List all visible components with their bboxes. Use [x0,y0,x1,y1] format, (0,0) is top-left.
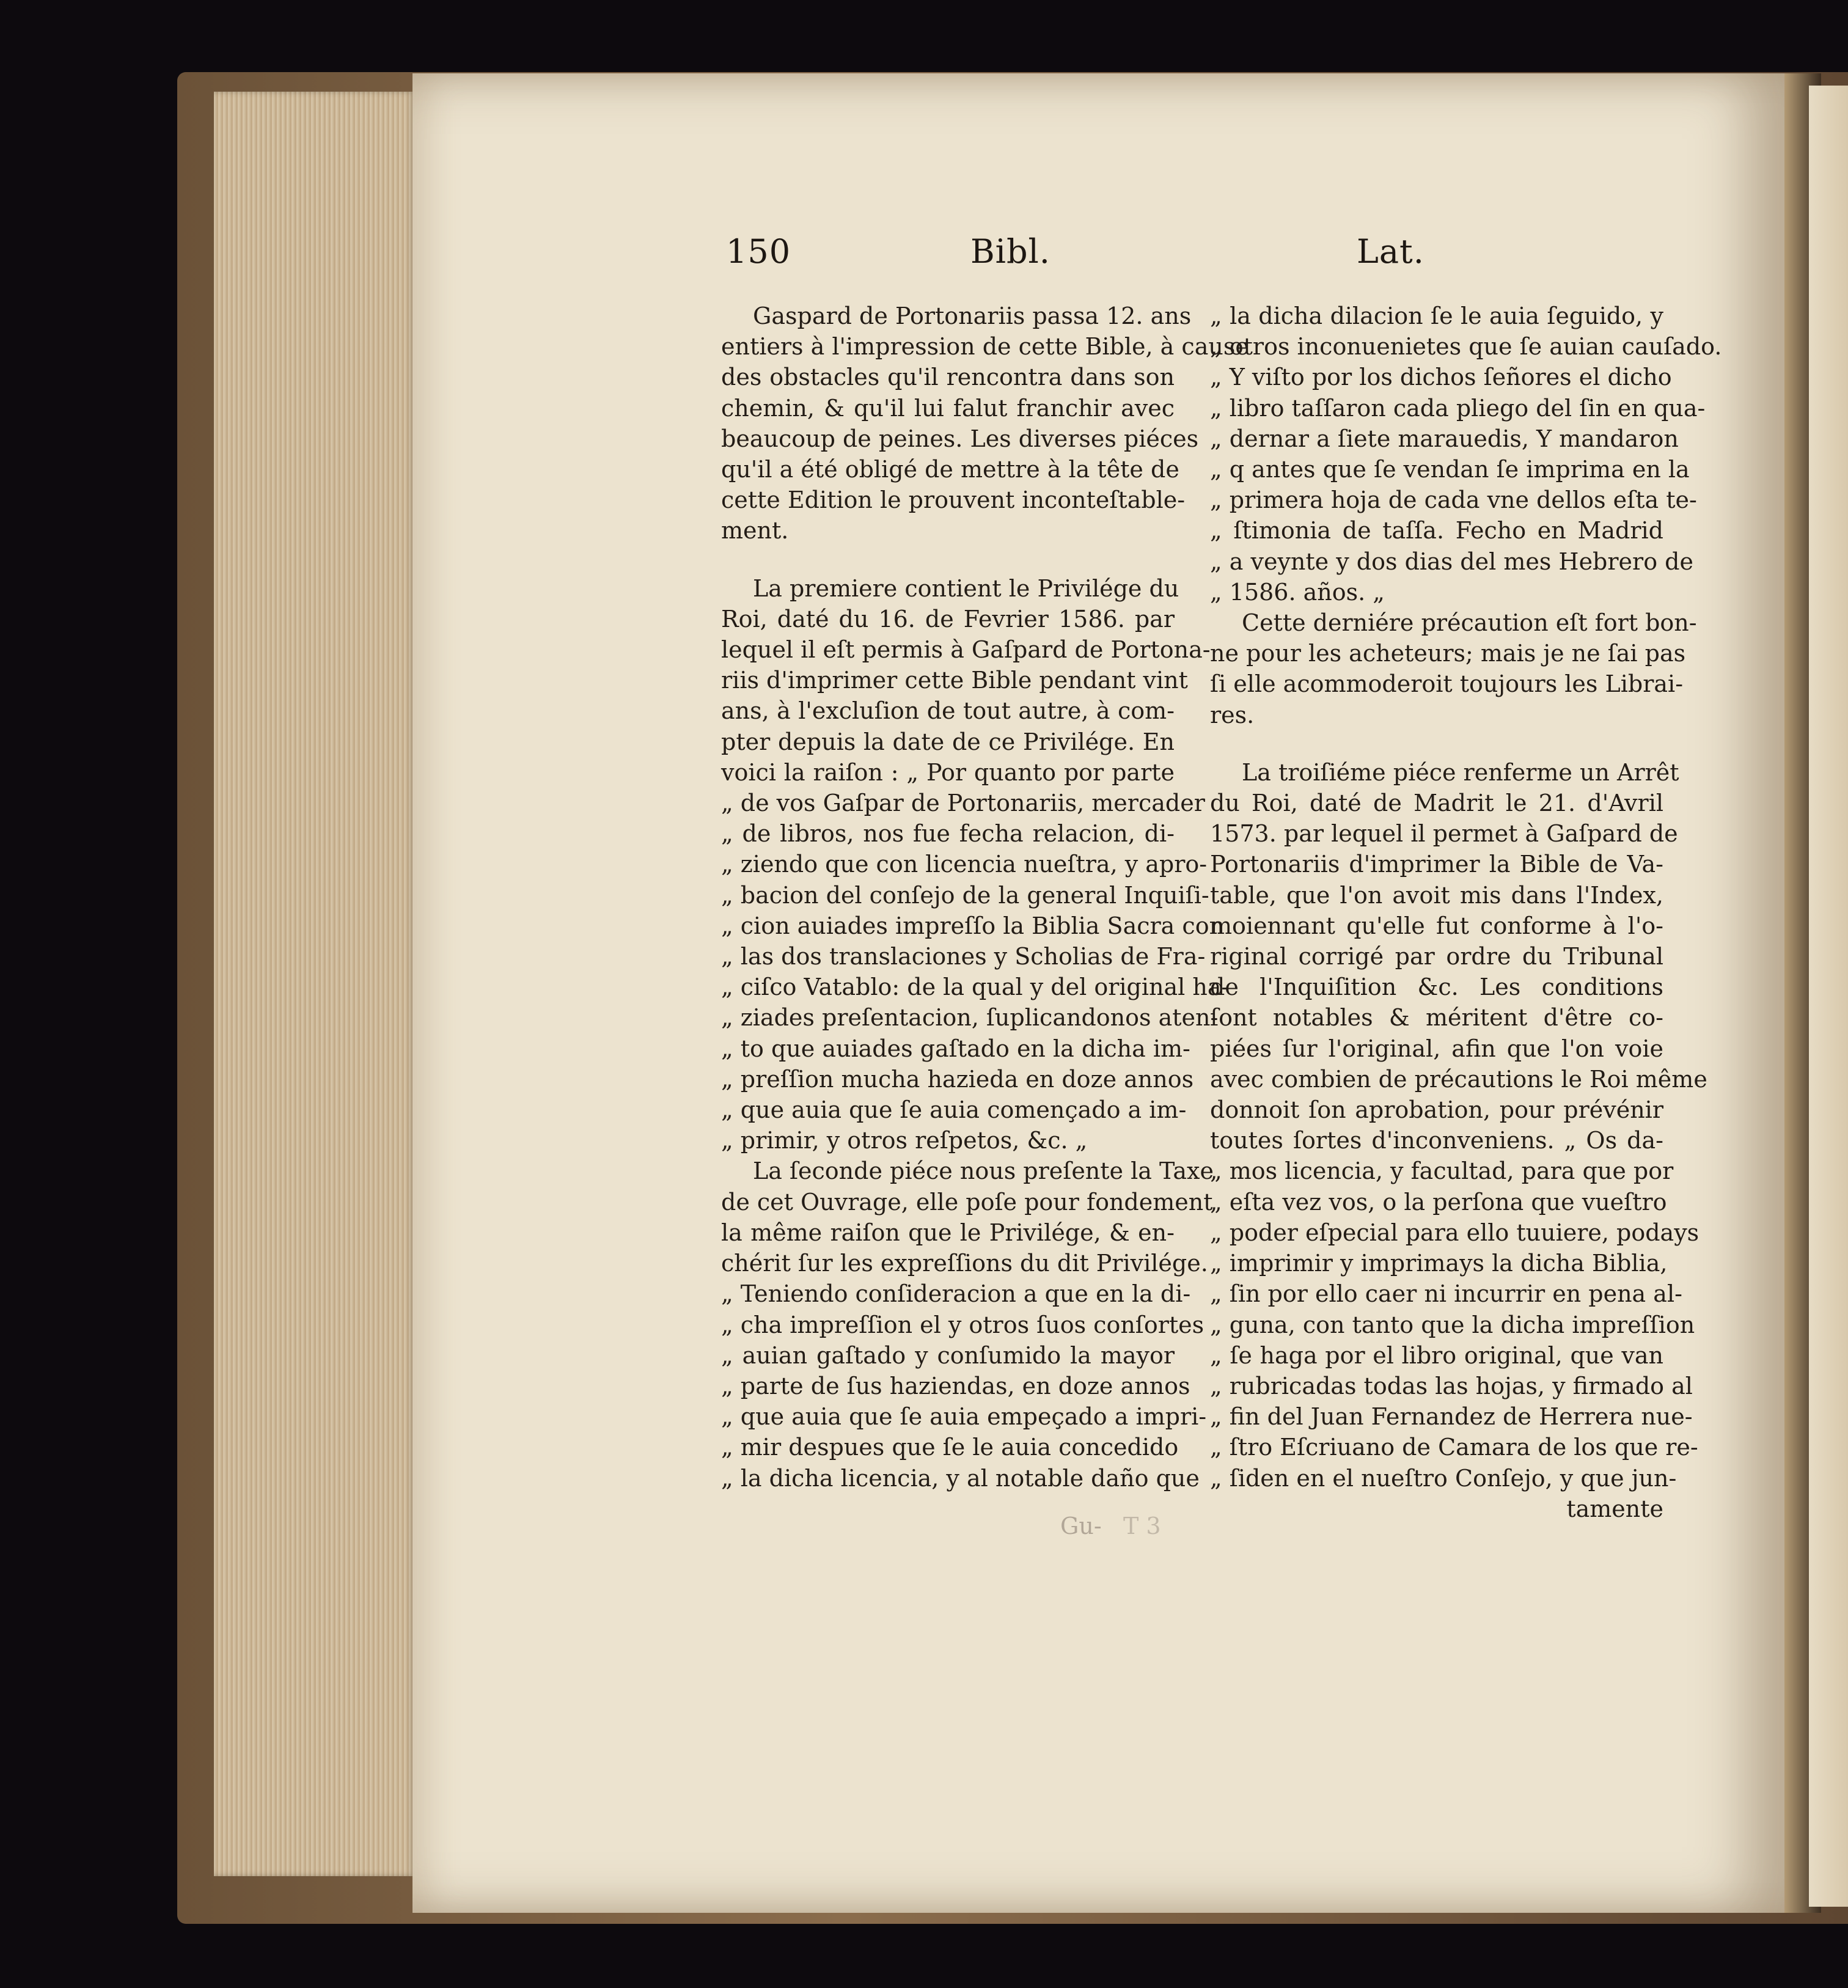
text-line: voici la raiſon : „ Por quanto por parte [721,758,1175,786]
text-line: ſi elle acommoderoit toujours les Librai- [1210,670,1684,698]
text-line: „ poder eſpecial para ello tuuiere, podays [1210,1219,1700,1246]
text-line: qu'il a été obligé de mettre à la tête de [721,456,1179,483]
running-head-left: Bibl. [970,232,1050,271]
page-edges [214,92,416,1876]
running-head-right: Lat. [1357,232,1425,271]
text-line: „ mir despues que ſe le auia concedido [721,1434,1179,1461]
text-line: La ſeconde piéce nous preſente la Taxe [753,1157,1214,1185]
text-line: la même raiſon que le Privilége, & en- [721,1219,1175,1246]
text-line: „ a veynte y dos dias del mes Hebrero de [1210,548,1693,575]
text-line: avec combien de précautions le Roi même [1210,1065,1707,1093]
text-line: toutes ſortes d'inconveniens. „ Os da- [1210,1127,1663,1154]
text-line: „ ſiden en el nueſtro Conſejo, y que jun- [1210,1464,1677,1492]
text-line: tamente [1566,1495,1663,1522]
text-line: des obstacles qu'il rencontra dans son [721,364,1175,391]
text-line: res. [1210,701,1255,728]
text-line: „ 1586. años. „ [1210,578,1385,606]
text-line: „ mos licencia, y facultad, para que por [1210,1157,1674,1185]
text-line: du Roi, daté de Madrit le 21. d'Avril [1210,790,1663,817]
text-line: entiers à l'impression de cette Bible, à cause [721,333,1249,361]
text-line: „ ziades preſentacion, ſuplicandonos aten- [721,1004,1219,1032]
text-line: lequel il eſt permis à Gaſpard de Portona- [721,636,1211,664]
signature-mark: T 3 [1123,1513,1161,1539]
paragraph-gap [1210,730,1663,757]
text-line: riis d'imprimer cette Bible pendant vint [721,667,1188,694]
text-line: „ preſſion mucha hazieda en doze annos [721,1065,1194,1093]
text-line: Cette derniére précaution eſt fort bon- [1242,609,1697,637]
text-line: „ de libros, nos fue fecha relacion, di- [721,820,1175,848]
text-line: moiennant qu'elle fut conforme à l'o- [1210,912,1663,939]
text-line: „ ſtimonia de taſſa. Fecho en Madrid [1210,517,1663,545]
text-line: „ que auia que ſe auia empeçado a impri- [721,1403,1207,1431]
text-line: „ parte de ſus haziendas, en doze annos [721,1372,1190,1399]
text-line: donnoit ſon aprobation, pour prévénir [1210,1096,1663,1124]
text-line: „ libro taſſaron cada pliego del ſin en qua- [1210,394,1706,422]
text-line: beaucoup de peines. Les diverses piéces [721,425,1199,452]
text-line: „ ciſco Vatablo: de la qual y del original ha- [721,974,1230,1001]
text-line: „ rubricadas todas las hojas, y firmado al [1210,1372,1693,1399]
text-line: table, que l'on avoit mis dans l'Index, [1210,881,1663,909]
text-line: „ ſe haga por el libro original, que van [1210,1341,1663,1369]
text-line: 1573. par lequel il permet à Gaſpard de [1210,820,1678,848]
text-line: „ to que auiades gaſtado en la dicha im- [721,1035,1190,1062]
catchword: Gu- [1060,1513,1102,1539]
facing-page-edge [1809,86,1848,1907]
text-line: „ q antes que ſe vendan ſe imprima en la [1210,456,1690,483]
text-line: „ guna, con tanto que la dicha impreſſion [1210,1311,1695,1338]
text-line: „ de vos Gaſpar de Portonariis, mercader [721,790,1205,817]
text-line: Gaspard de Portonariis passa 12. ans [753,303,1192,329]
text-line: chérit ſur les expreſſions du dit Privilége. [721,1250,1208,1277]
text-line: „ bacion del conſejo de la general Inquiſi- [721,881,1209,909]
page-number: 150 [726,232,791,271]
right-text-column [1210,301,1722,1524]
text-line: de cet Ouvrage, elle poſe pour fondement [721,1188,1213,1216]
text-line: cette Edition le prouvent inconteſtable- [721,486,1186,514]
text-line: „ otros inconuenietes que ſe auian cauſado. [1210,333,1722,361]
text-line: de l'Inquiſition &c. Les conditions [1210,974,1663,1001]
text-line: „ Y viſto por los dichos ſeñores el dicho [1210,364,1672,391]
text-line: „ ſin por ello caer ni incurrir en pena al- [1210,1280,1682,1308]
text-line: chemin, & qu'il lui falut franchir avec [721,394,1175,422]
text-line: Roi, daté du 16. de Fevrier 1586. par [721,605,1175,633]
text-line: „ cion auiades impreſſo la Biblia Sacra con [721,912,1225,939]
text-line: piées ſur l'original, afin que l'on voie [1210,1035,1663,1062]
text-line: ne pour les acheteurs; mais je ne ſai pas [1210,640,1686,667]
text-line: ſont notables & méritent d'être co- [1210,1004,1663,1032]
paragraph-gap [721,546,1175,573]
text-line: „ que auia que ſe auia començado a im- [721,1096,1187,1124]
text-line: pter depuis la date de ce Privilége. En [721,728,1175,755]
left-text-column [721,301,1249,1494]
text-line: „ fin del Juan Fernandez de Herrera nue- [1210,1403,1693,1431]
text-line: „ la dicha dilacion ſe le auia ſeguido, y [1210,303,1663,329]
text-line: „ auian gaſtado y conſumido la mayor [721,1341,1175,1369]
text-line: „ Teniendo conſideracion a que en la di- [721,1280,1191,1308]
text-line: „ ziendo que con licencia nueſtra, y apro- [721,851,1208,878]
text-line: „ imprimir y imprimays la dicha Biblia, [1210,1250,1668,1277]
text-line: ans, à l'excluſion de tout autre, à com- [721,697,1175,725]
text-line: La troiſiéme piéce renferme un Arrêt [1242,758,1679,786]
text-line: riginal corrigé par ordre du Tribunal [1210,943,1663,970]
text-line: „ ſtro Eſcriuano de Camara de los que re- [1210,1434,1698,1461]
text-line: „ primera hoja de cada vne dellos eſta te- [1210,486,1697,514]
text-line: Portonariis d'imprimer la Bible de Va- [1210,851,1663,878]
text-line: „ primir, y otros reſpetos, &c. „ [721,1127,1088,1154]
text-line: „ la dicha licencia, y al notable daño que [721,1464,1200,1492]
text-line: „ eſta vez vos, o la perſona que vueſtro [1210,1188,1667,1216]
text-line: „ dernar a ſiete marauedis, Y mandaron [1210,425,1679,452]
text-line: ment. [721,517,789,545]
text-line: La premiere contient le Privilége du [753,574,1179,602]
text-line: „ cha impreſſion el y otros ſuos conſortes [721,1311,1204,1338]
text-line: „ las dos translaciones y Scholias de Fra- [721,943,1206,970]
